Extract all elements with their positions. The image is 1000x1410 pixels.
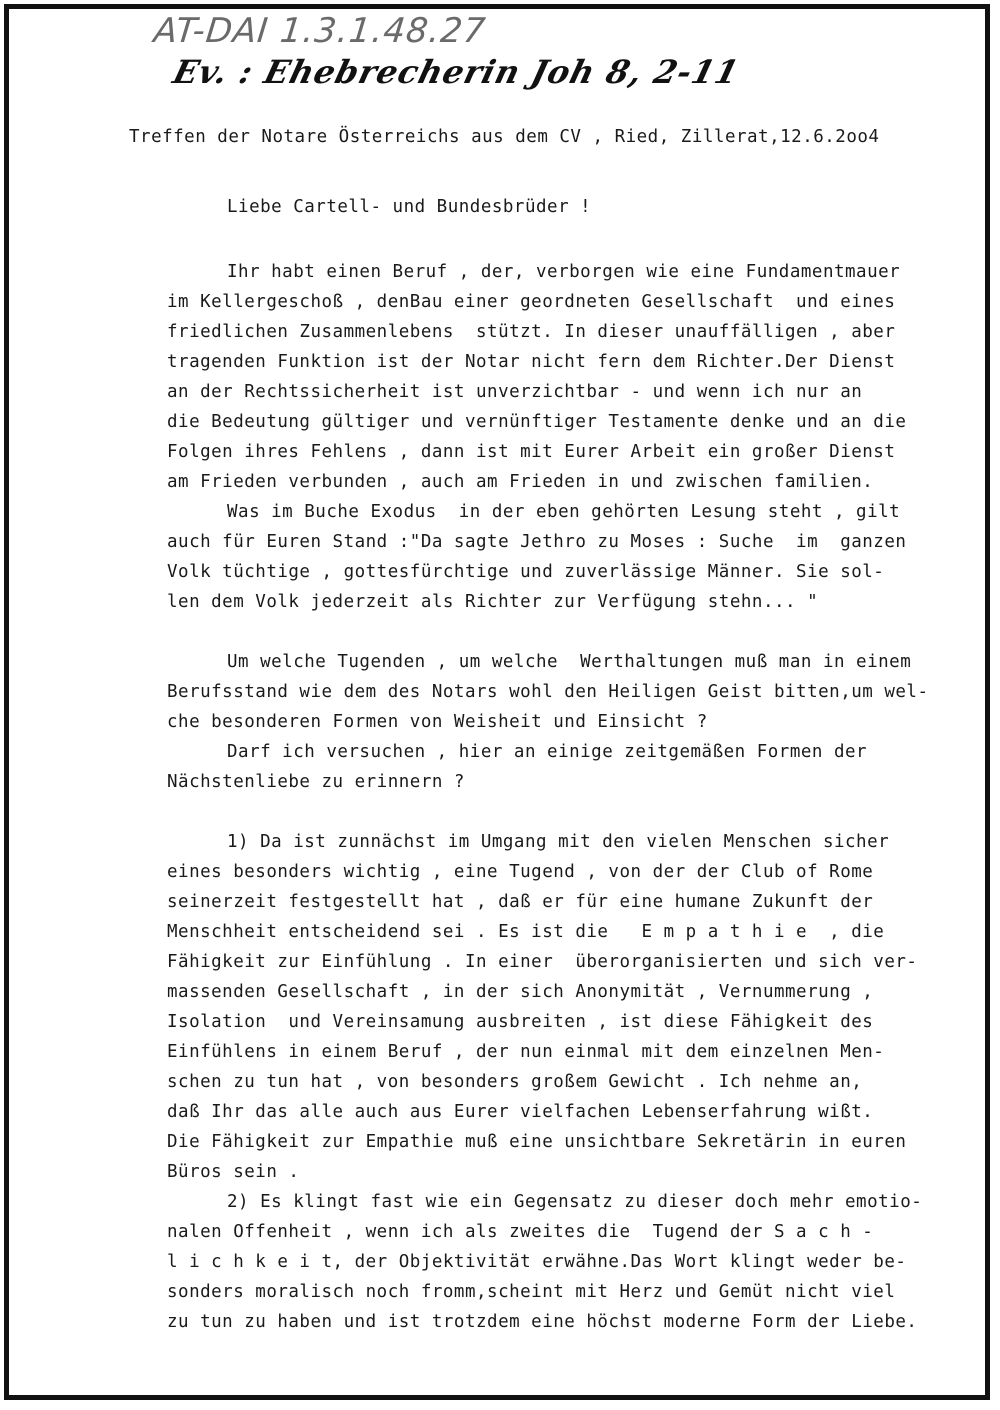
text-line: Berufsstand wie dem des Notars wohl den Heiligen Geist bitten,um wel- bbox=[167, 682, 929, 702]
text-line: 1) Da ist zunnächst im Umgang mit den vielen Menschen sicher bbox=[227, 832, 890, 852]
body-text bbox=[167, 257, 977, 1337]
text-line: Einfühlens in einem Beruf , der nun einmal mit dem einzelnen Men- bbox=[167, 1042, 885, 1062]
text-line: auch für Euren Stand :"Da sagte Jethro zu Moses : Suche im ganzen bbox=[167, 532, 907, 552]
text-line: Um welche Tugenden , um welche Werthaltungen muß man in einem bbox=[227, 652, 912, 672]
document-heading: Treffen der Notare Österreichs aus dem CV , Ried, Zillerat,12.6.2oo4 bbox=[129, 127, 880, 147]
text-line: eines besonders wichtig , eine Tugend , von der der Club of Rome bbox=[167, 862, 874, 882]
text-line: Fähigkeit zur Einfühlung . In einer überorganisierten und sich ver- bbox=[167, 952, 918, 972]
text-line: Was im Buche Exodus in der eben gehörten Lesung steht , gilt bbox=[227, 502, 901, 522]
text-line: Folgen ihres Fehlens , dann ist mit Eurer Arbeit ein großer Dienst bbox=[167, 442, 896, 462]
text-line: massenden Gesellschaft , in der sich Anonymität , Vernummerung , bbox=[167, 982, 874, 1002]
text-line: Ihr habt einen Beruf , der, verborgen wie eine Fundamentmauer bbox=[227, 262, 901, 282]
text-line: Die Fähigkeit zur Empathie muß eine unsichtbare Sekretärin in euren bbox=[167, 1132, 907, 1152]
page-frame bbox=[4, 4, 990, 1400]
text-line: daß Ihr das alle auch aus Eurer vielfachen Lebenserfahrung wißt. bbox=[167, 1102, 874, 1122]
scripture-reference-note: Ev. : Ehebrecherin Joh 8, 2-11 bbox=[169, 53, 744, 91]
text-line: l i c h k e i t, der Objektivität erwähne.Das Wort klingt weder be- bbox=[167, 1252, 907, 1272]
text-line: Volk tüchtige , gottesfürchtige und zuverlässige Männer. Sie sol- bbox=[167, 562, 885, 582]
text-line: Darf ich versuchen , hier an einige zeitgemäßen Formen der bbox=[227, 742, 868, 762]
text-line: Büros sein . bbox=[167, 1162, 300, 1182]
text-line: zu tun zu haben und ist trotzdem eine höchst moderne Form der Liebe. bbox=[167, 1312, 918, 1332]
text-line: 2) Es klingt fast wie ein Gegensatz zu dieser doch mehr emotio- bbox=[227, 1192, 923, 1212]
text-line: an der Rechtssicherheit ist unverzichtbar - und wenn ich nur an bbox=[167, 382, 863, 402]
text-line: nalen Offenheit , wenn ich als zweites die Tugend der S a c h - bbox=[167, 1222, 874, 1242]
text-line: Menschheit entscheidend sei . Es ist die E m p a t h i e , die bbox=[167, 922, 885, 942]
text-line: sonders moralisch noch fromm,scheint mit Herz und Gemüt nicht viel bbox=[167, 1282, 896, 1302]
text-line: seinerzeit festgestellt hat , daß er für eine humane Zukunft der bbox=[167, 892, 874, 912]
archive-reference-note: AT-DAI 1.3.1.48.27 bbox=[151, 11, 489, 51]
text-line: len dem Volk jederzeit als Richter zur Verfügung stehn... " bbox=[167, 592, 819, 612]
salutation: Liebe Cartell- und Bundesbrüder ! bbox=[227, 197, 592, 217]
text-line: tragenden Funktion ist der Notar nicht fern dem Richter.Der Dienst bbox=[167, 352, 896, 372]
text-line: Isolation und Vereinsamung ausbreiten , ist diese Fähigkeit des bbox=[167, 1012, 874, 1032]
text-line: che besonderen Formen von Weisheit und Einsicht ? bbox=[167, 712, 708, 732]
text-line: friedlichen Zusammenlebens stützt. In dieser unauffälligen , aber bbox=[167, 322, 896, 342]
text-line bbox=[167, 617, 977, 647]
text-line: schen zu tun hat , von besonders großem Gewicht . Ich nehme an, bbox=[167, 1072, 863, 1092]
text-line: Nächstenliebe zu erinnern ? bbox=[167, 772, 465, 792]
text-line: die Bedeutung gültiger und vernünftiger Testamente denke und an die bbox=[167, 412, 907, 432]
text-line: am Frieden verbunden , auch am Frieden in und zwischen familien. bbox=[167, 472, 874, 492]
text-line bbox=[167, 797, 977, 827]
text-line: im Kellergeschoß , denBau einer geordneten Gesellschaft und eines bbox=[167, 292, 896, 312]
